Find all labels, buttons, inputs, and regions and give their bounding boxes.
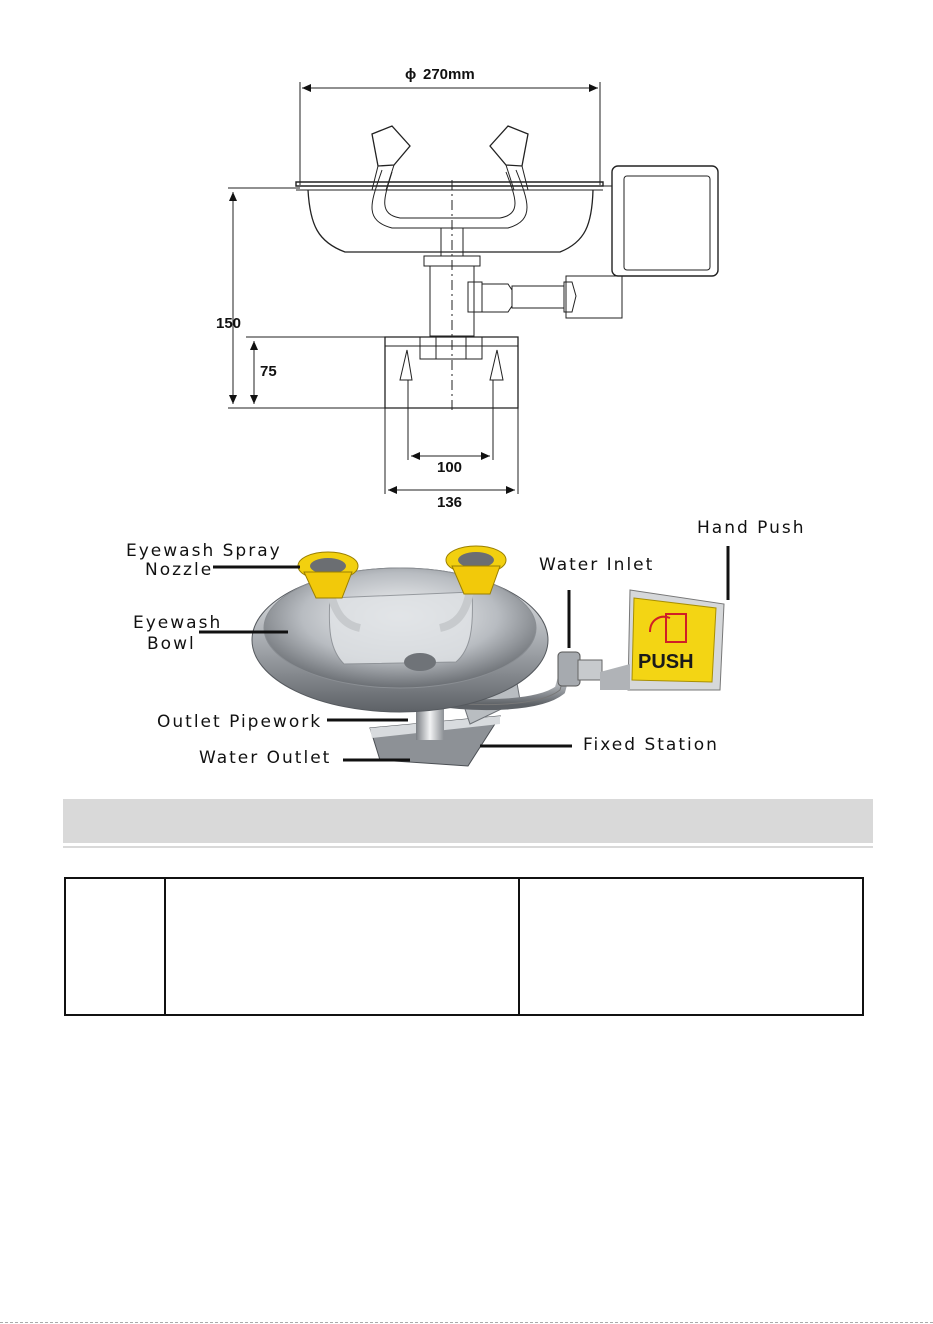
- technical-drawing: [228, 82, 718, 494]
- table-row: [65, 878, 863, 1015]
- label-bowl-1: Eyewash: [133, 613, 223, 633]
- label-outlet-pipework: Outlet Pipework: [157, 712, 323, 732]
- width-100-label: 100: [437, 459, 463, 476]
- diameter-symbol: ϕ: [405, 66, 417, 83]
- height-150-label: 150: [216, 315, 242, 332]
- diameter-label: 270mm: [423, 66, 475, 83]
- label-fixed-station: Fixed Station: [583, 735, 719, 755]
- label-bowl-2: Bowl: [147, 634, 196, 654]
- table-cell: [519, 878, 863, 1015]
- section-divider: [63, 846, 873, 848]
- table-cell: [65, 878, 165, 1015]
- push-sign-label: PUSH: [638, 651, 694, 673]
- label-water-outlet: Water Outlet: [199, 748, 332, 768]
- spec-table: [64, 877, 864, 1016]
- label-water-inlet: Water Inlet: [539, 555, 655, 575]
- height-75-label: 75: [260, 363, 277, 380]
- width-136-label: 136: [437, 494, 463, 511]
- label-spray-nozzle-2: Nozzle: [145, 560, 214, 580]
- label-hand-push: Hand Push: [697, 518, 806, 538]
- label-spray-nozzle-1: Eyewash Spray: [126, 541, 282, 561]
- section-header-bar: [63, 799, 873, 843]
- table-cell: [165, 878, 519, 1015]
